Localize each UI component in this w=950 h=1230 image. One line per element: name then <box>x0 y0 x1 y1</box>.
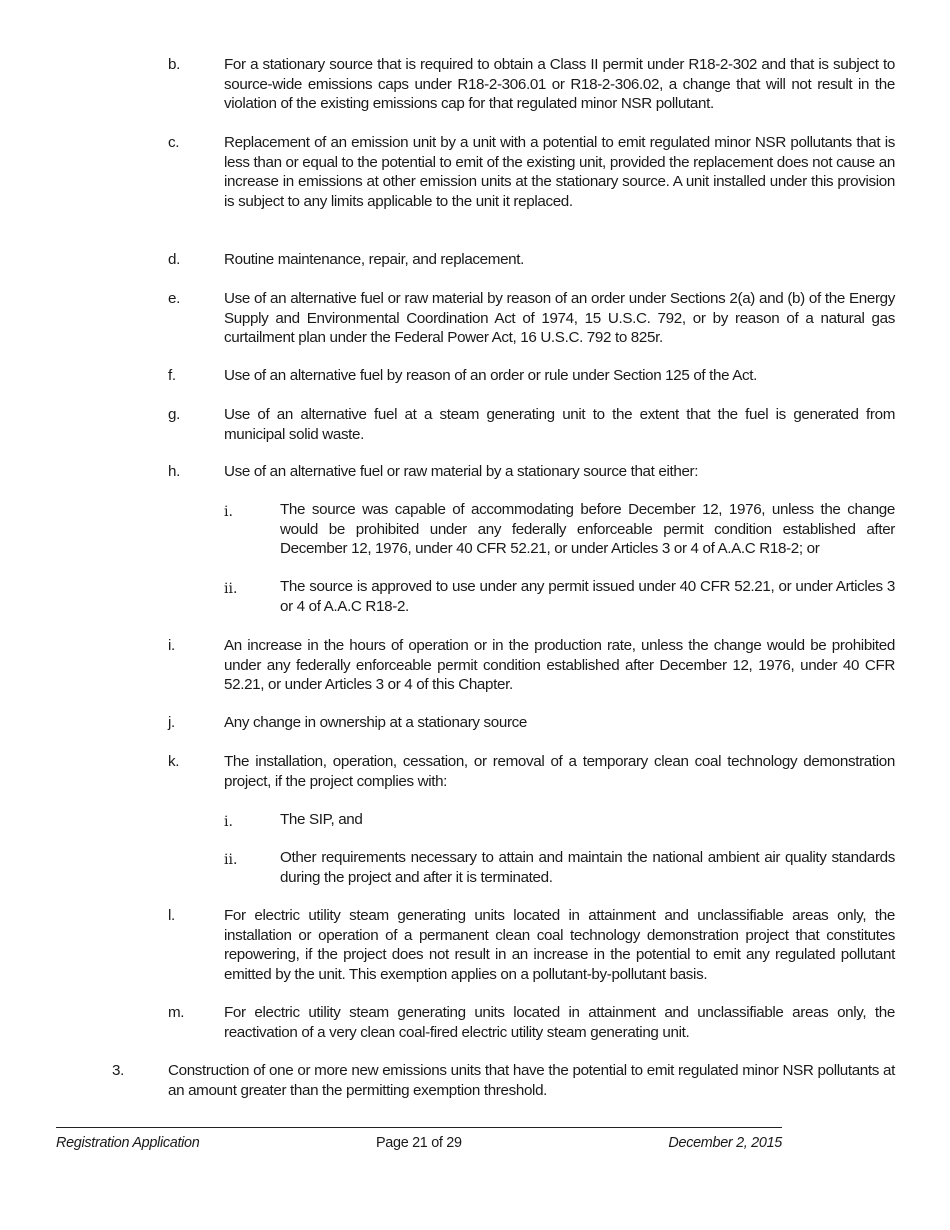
footer-document-title: Registration Application <box>56 1135 200 1151</box>
item-label: i. <box>224 814 233 830</box>
item-text: The installation, operation, cessation, or removal of a temporary clean coal technology demonstration project, if the project complies with: <box>224 753 895 790</box>
item-label: f. <box>168 367 176 384</box>
item-label: l. <box>168 907 175 924</box>
item-label: e. <box>168 290 180 307</box>
item-label: i. <box>224 504 233 520</box>
item-text: The SIP, and <box>280 811 363 828</box>
item-text: Construction of one or more new emissions units that have the potential to emit regulated minor NSR pollutants at an amount greater than the permitting exemption threshold. <box>168 1062 895 1099</box>
item-label: k. <box>168 753 180 770</box>
item-text: Routine maintenance, repair, and replacement. <box>224 251 525 268</box>
item-label: c. <box>168 134 180 151</box>
item-text: Replacement of an emission unit by a unit with a potential to emit regulated minor NSR pollutants that is less than or equal to the potential to emit of the existing unit, provided the replacement does not cause an increase in emissions at other emission units at the stationary source. A unit installed under this provision is subject to any limits applicable to the unit it replaced. <box>224 134 895 210</box>
item-label: d. <box>168 251 180 268</box>
item-label: ii. <box>224 581 238 597</box>
item-label: j. <box>168 714 175 731</box>
item-label: ii. <box>224 852 238 868</box>
footer-divider <box>56 1127 782 1128</box>
item-text: Use of an alternative fuel or raw material by a stationary source that either: <box>224 463 699 480</box>
item-text: The source was capable of accommodating before December 12, 1976, unless the change would be prohibited under any federally enforceable permit condition established after December 12, 1976, under 40 CFR 52.21, or under Articles 3 or 4 of A.A.C R18-2; or <box>280 501 895 557</box>
item-text: Any change in ownership at a stationary source <box>224 714 528 731</box>
footer-page-number: Page 21 of 29 <box>376 1135 462 1151</box>
item-text: For electric utility steam generating units located in attainment and unclassifiable areas only, the installation or operation of a permanent clean coal technology demonstration project that constitutes repowering, if the project does not result in an increase in the potential to emit any regulated pollutant emitted by the unit. This exemption applies on a pollutant-by-pollutant basis. <box>224 907 895 983</box>
item-text: An increase in the hours of operation or in the production rate, unless the change would be prohibited under any federally enforceable permit condition established after December 12, 1976, under 40 CFR 52.21, or under Articles 3 or 4 of this Chapter. <box>224 637 895 693</box>
item-text: Use of an alternative fuel or raw material by reason of an order under Sections 2(a) and (b) of the Energy Supply and Environmental Coordination Act of 1974, 15 U.S.C. 792, or by reason of a natural gas curtailment plan under the Federal Power Act, 16 U.S.C. 792 to 825r. <box>224 290 895 346</box>
item-label: i. <box>168 637 175 654</box>
item-text: Use of an alternative fuel by reason of an order or rule under Section 125 of the Act. <box>224 367 758 384</box>
item-text: Other requirements necessary to attain and maintain the national ambient air quality standards during the project and after it is terminated. <box>280 849 895 886</box>
item-label: g. <box>168 406 180 423</box>
item-text: The source is approved to use under any permit issued under 40 CFR 52.21, or under Articles 3 or 4 of A.A.C R18-2. <box>280 578 895 615</box>
item-label: 3. <box>112 1062 124 1079</box>
item-text: For a stationary source that is required to obtain a Class II permit under R18-2-302 and that is subject to source-wide emissions caps under R18-2-306.01 or R18-2-306.02, a change that will not result in the violation of the existing emissions cap for that regulated minor NSR pollutant. <box>224 56 895 112</box>
item-text: Use of an alternative fuel at a steam generating unit to the extent that the fuel is generated from municipal solid waste. <box>224 406 895 443</box>
item-label: m. <box>168 1004 185 1021</box>
footer-date: December 2, 2015 <box>668 1135 782 1151</box>
item-label: b. <box>168 56 180 73</box>
item-text: For electric utility steam generating units located in attainment and unclassifiable areas only, the reactivation of a very clean coal-fired electric utility steam generating unit. <box>224 1004 895 1041</box>
item-label: h. <box>168 463 180 480</box>
